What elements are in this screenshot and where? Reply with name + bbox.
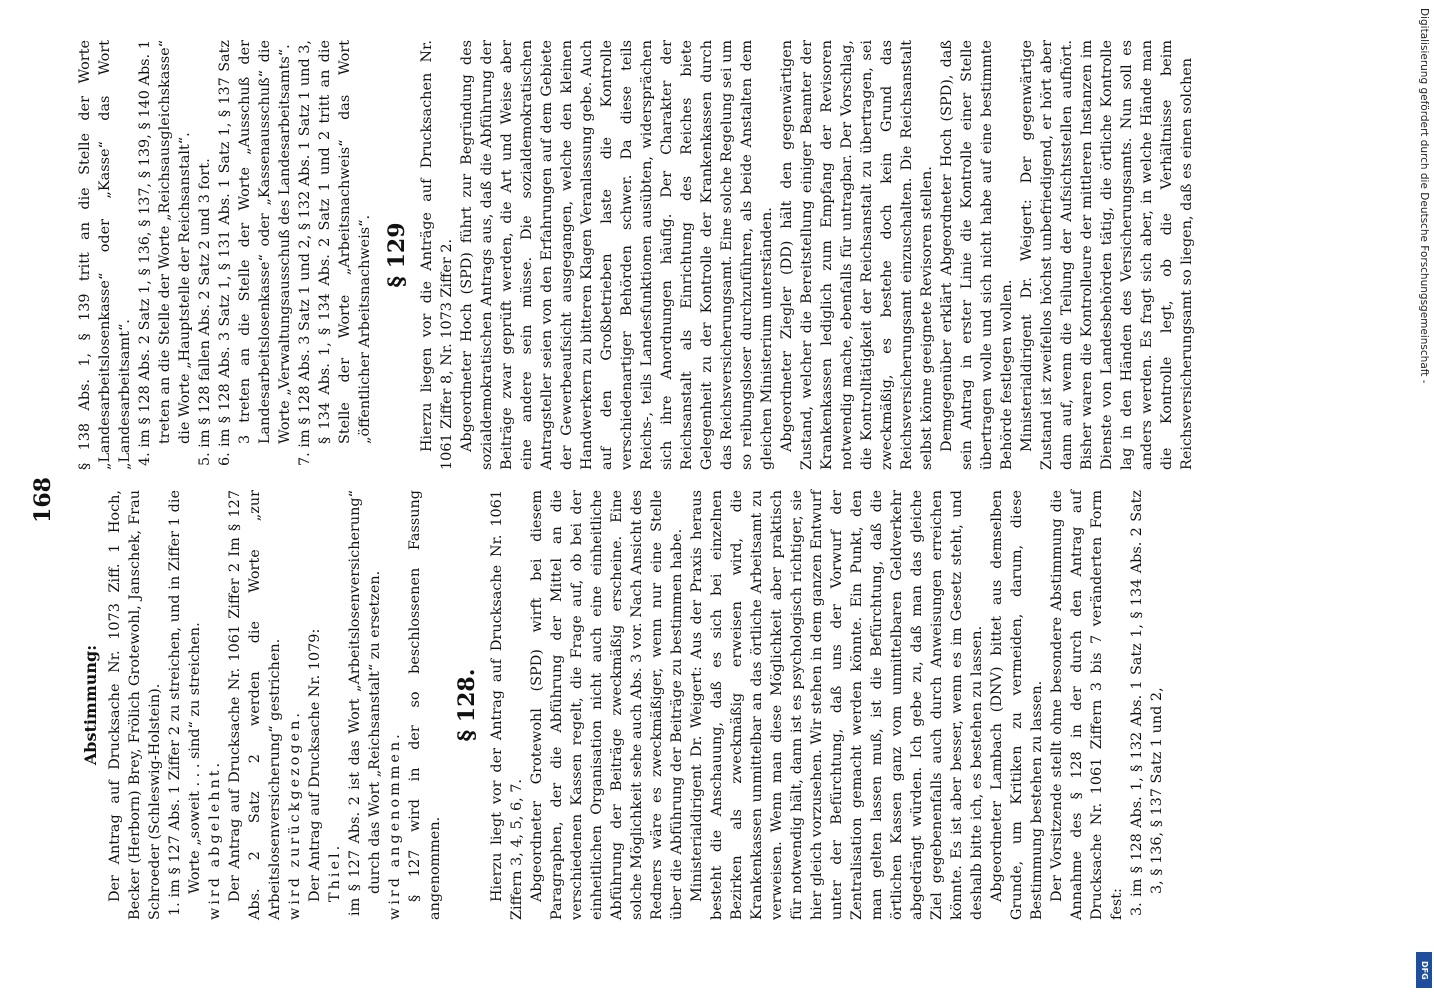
list-item: 6. im § 128 Abs. 3 Satz 1, § 131 Abs. 1 Satz 1, § 137 Satz 3 treten an die Stelle der Worte „Ausschuß der Landesarbeitslosenkasse“ oder „Kassenausschuß“ die Worte „Verwaltungsausschuß des Landesarbeitsamts“.	[217, 40, 293, 466]
list-item: 1. im § 127 Abs. 1 Ziffer 2 zu streichen, und in Ziffer 1 die Worte „soweit . . . sind“ zu streichen.	[167, 490, 203, 916]
paragraph: Abgeordneter Grotewohl (SPD) wirft bei diesem Paragraphen, der die Abführung der Mittel an die verschiedenen Kassen regelt, die Frage auf, ob bei der einheitlichen Organisation nicht auch eine einheitliche Abführung der Beiträge zweckmäßig erscheine. Eine solche Möglichkeit sehe auch Abs. 3 vor. Nach Ansicht des Redners wäre es zweckmäßiger, wenn nur eine Stelle über die Abführung der Beiträge zu bestimmen habe.	[529, 490, 685, 920]
paragraph: § 127 wird in der so beschlossenen Fassung angenommen.	[407, 490, 443, 920]
paragraph: Demgegenüber erklärt Abgeordneter Hoch (SPD), daß sein Antrag in erster Linie die Kontrolle einer Stelle übertragen wolle und sich nicht habe auf eine bestimmte Behörde festlegen wollen.	[939, 40, 1015, 470]
page-number: 168	[30, 477, 56, 523]
attribution-strip	[1414, 8, 1434, 992]
paragraph: wird abgelehnt.	[207, 759, 223, 920]
paragraph: Der Vorsitzende stellt ohne besondere Abstimmung die Annahme des § 128 in der durch den Antrag auf Drucksache Nr. 1061 Ziffern 3 bis 7 veränderten Form fest:	[1049, 490, 1125, 920]
list-item: 5. im § 128 fallen Abs. 2 Satz 2 und 3 fort.	[197, 158, 213, 466]
paragraph: Abgeordneter Hoch (SPD) führt zur Begründung des sozialdemokratischen Antrags aus, daß die Abführung der Beiträge zwar geprüft werden, die Art und Weise aber eine andere sein müsse. Die sozialdemokratischen Antragsteller seien von den Erfahrungen auf dem Gebiete der Gewerbeaufsicht ausgegangen, welche den kleinen Handwerkern zu bitteren Klagen Veranlassung gebe. Auch auf den Großbetrieben laste die Kontrolle verschiedenartiger Behörden schwer. Da diese teils Reichs-, teils Landesfunktionen ausübten, widersprächen sich ihre Anordnungen häufig. Der Charakter der Reichsanstalt als Einrichtung des Reiches biete Gelegenheit zu der Kontrolle der Krankenkassen durch das Reichsversicherungsamt. Eine solche Regelung sei um so reibungsloser durchzuführen, als beide Anstalten dem gleichen Ministerium unterständen.	[459, 40, 775, 470]
list-item: im § 127 Abs. 2 ist das Wort „Arbeitslosenversicherung“ durch das Wort „Reichsanstalt“ zu ersetzen.	[347, 490, 383, 916]
paragraph: Der Antrag auf Drucksache Nr. 1073 Ziff. 1 Hoch, Becker (Herborn) Brey, Frölich Grotewohl, Janschek, Frau Schroeder (Schleswig-Holstein).	[107, 490, 163, 920]
paragraph: wird zurückgezogen.	[287, 710, 303, 920]
section-heading: § 129	[384, 222, 410, 288]
paragraph: Ministerialdirigent Dr. Weigert: Der gegenwärtige Zustand ist zweifellos höchst unbefriedigend, er hört aber dann auf, wenn die Teilung der Aufsichtsstellen aufhört. Bisher waren die Kontrolleure der mittleren Instanzen im Dienste von Landesbehörden tätig, die örtliche Kontrolle lag in den Händen des Versicherungsamts. Nun soll es anders werden. Es fragt sich aber, in welche Hände man die Kontrolle legt, ob die Verhältnisse beim Reichsversicherungsamt so liegen, daß es einen solchen	[1019, 40, 1195, 470]
paragraph: Hierzu liegen vor die Anträge auf Drucksachen Nr. 1061 Ziffer 8, Nr. 1073 Ziffer 2.	[419, 40, 455, 470]
list-item: 3. im § 128 Abs. 1, § 132 Abs. 1 Satz 1, § 134 Abs. 2 Satz 3, § 136, § 137 Satz 1 und 2,	[1129, 490, 1165, 916]
dfg-logo: DFG	[1416, 952, 1432, 988]
paragraph: Thiel.	[327, 842, 343, 902]
paragraph: § 138 Abs. 1, § 139 tritt an die Stelle der Worte „Landesarbeitslosenkasse“ oder „Kasse“ das Wort „Landesarbeitsamt“.	[77, 40, 133, 470]
paragraph: Abgeordneter Ziegler (DD) hält den gegenwärtigen Zustand, welcher die Bereitstellung einiger Beamter der Krankenkassen lediglich zum Empfang der Revisoren notwendig mache, ebenfalls für untragbar. Der Vorschlag, die Kontrolltätigkeit der Reichsanstalt zu übertragen, sei zweckmäßig, es bestehe doch kein Grund das Reichsversicherungsamt einzuschalten. Die Reichsanstalt selbst könne geeignete Revisoren stellen.	[779, 40, 935, 470]
section-heading: § 128.	[454, 668, 480, 742]
paragraph: Der Antrag auf Drucksache Nr. 1079:	[307, 628, 323, 902]
left-column	[75, 490, 1167, 920]
right-column	[75, 40, 1197, 470]
attribution-label: Digitalisierung gefördert durch die Deutsche Forschungsgemeinschaft -	[1418, 8, 1430, 384]
paragraph: Hierzu liegt vor der Antrag auf Drucksache Nr. 1061 Ziffern 3, 4, 5, 6, 7.	[489, 490, 525, 920]
heading-abstimmung: Abstimmung:	[81, 644, 100, 766]
list-item: 4. im § 128 Abs. 2 Satz 1, § 136, § 137, § 139, § 140 Abs. 1 treten an die Stelle der Worte „Reichsausgleichskasse“ die Worte „Hauptstelle der Reichsanstalt“.	[137, 40, 193, 466]
attribution-text	[1414, 8, 1434, 992]
paragraph: wird angenommen.	[387, 731, 403, 920]
paragraph: Ministerialdirigent Dr. Weigert: Aus der Praxis heraus besteht die Anschauung, daß es sich bei einzelnen Bezirken als zweckmäßig erweisen wird, die Krankenkassen unmittelbar an das örtliche Arbeitsamt zu verweisen. Wenn man diese Möglichkeit aber praktisch für notwendig hält, dann ist es psychologisch richtiger, sie hier gleich vorzusehen. Wir stehen in dem ganzen Entwurf unter der Befürchtung, daß uns der Vorwurf der Zentralisation gemacht werden könnte. Ein Punkt, den man gelten lassen muß, ist die Befürchtung, daß die örtlichen Kassen ganz vom unmittelbaren Geldverkehr abgedrängt würden. Ich gebe zu, daß man das gleiche Ziel gegebenenfalls auch durch Anweisungen erreichen könnte. Es ist aber besser, wenn es im Gesetz steht, und deshalb bitte ich, es bestehen zu lassen.	[689, 490, 985, 920]
list-item: 7. im § 128 Abs. 3 Satz 1 und 2, § 132 Abs. 1 Satz 1 und 3, § 134 Abs. 1, § 134 Abs. 2 Satz 1 und 2 tritt an die Stelle der Worte „Arbeitsnachweis“ das Wort „öffentlicher Arbeitsnachweis“.	[297, 40, 373, 466]
paragraph: Abgeordneter Lambach (DNV) bittet aus demselben Grunde, um Kritiken zu vermeiden, darum, diese Bestimmung bestehen zu lassen.	[989, 490, 1045, 920]
paragraph: Der Antrag auf Drucksache Nr. 1061 Ziffer 2 Im § 127 Abs. 2 Satz 2 werden die Worte „zur Arbeitslosenversicherung“ gestrichen.	[227, 490, 283, 920]
